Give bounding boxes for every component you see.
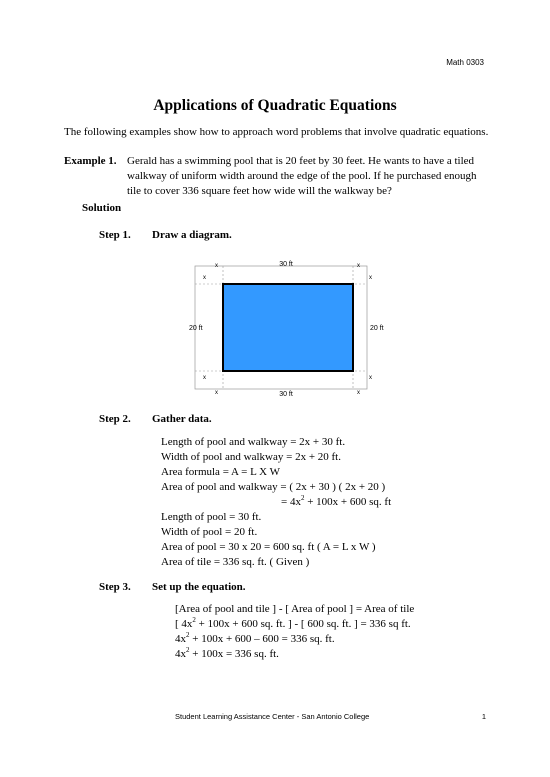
pool-rectangle <box>223 284 353 371</box>
left-dimension-label: 20 ft <box>189 325 203 332</box>
equation-line: [ $4x^2 + 100x + 600$ sq. ft. ] - [ 600 sq. ft. ] = 336 sq ft. <box>175 616 411 630</box>
data-line: Length of pool = 30 ft. <box>161 511 262 523</box>
corner-x-label: x <box>215 390 218 396</box>
corner-x-label: x <box>357 263 360 269</box>
equation-line: [Area of pool and tile ] - [ Area of pool ] = Area of tile <box>175 603 415 615</box>
data-line: = $4x^2 + 100x + 600$ sq. ft <box>281 494 392 508</box>
corner-x-label: x <box>369 375 372 381</box>
solution-heading: Solution <box>82 202 122 214</box>
bottom-dimension-label: 30 ft <box>279 391 293 398</box>
step-label: Step 3. <box>99 581 131 593</box>
example-text-line: tile to cover 336 square feet how wide will the walkway be? <box>127 185 392 197</box>
step-title: Draw a diagram. <box>152 229 232 241</box>
step-heading <box>99 229 232 241</box>
corner-x-label: x <box>369 275 372 281</box>
corner-x-label: x <box>203 375 206 381</box>
top-dimension-label: 30 ft <box>279 261 293 268</box>
data-line: Width of pool = 20 ft. <box>161 526 258 538</box>
corner-x-label: x <box>215 263 218 269</box>
example-text-line: Gerald has a swimming pool that is 20 feet by 30 feet. He wants to have a tiled <box>127 155 475 167</box>
equation-line: $4x^2 + 100x = 336$ sq. ft. <box>175 646 279 660</box>
step-label: Step 1. <box>99 229 131 241</box>
step-title: Gather data. <box>152 413 212 425</box>
page-title: Applications of Quadratic Equations <box>153 97 397 114</box>
step-heading <box>99 413 212 425</box>
step-title: Set up the equation. <box>152 581 246 593</box>
right-dimension-label: 20 ft <box>370 325 384 332</box>
corner-x-label: x <box>357 390 360 396</box>
step-label: Step 2. <box>99 413 131 425</box>
data-line: Area of pool = 30 x 20 = 600 sq. ft ( A = L x W ) <box>161 541 376 553</box>
data-line: Area of tile = 336 sq. ft. ( Given ) <box>161 556 310 568</box>
data-line: Length of pool and walkway = 2x + 30 ft. <box>161 436 346 448</box>
data-line: Width of pool and walkway = 2x + 20 ft. <box>161 451 341 463</box>
course-label: Math 0303 <box>446 58 484 67</box>
corner-x-label: x <box>203 275 206 281</box>
example-text-line: walkway of uniform width around the edge of the pool. If he purchased enough <box>127 170 477 182</box>
data-line: Area formula = A = L X W <box>161 466 281 478</box>
pool-diagram <box>185 256 385 402</box>
example-label: Example 1. <box>64 155 117 167</box>
data-line: Area of pool and walkway = ( 2x + 30 ) ( 2x + 20 ) <box>161 481 386 493</box>
intro-text: The following examples show how to approach word problems that involve quadratic equations. <box>64 126 489 138</box>
page-number: 1 <box>481 712 486 721</box>
footer-text: Student Learning Assistance Center - San Antonio College <box>175 712 370 721</box>
equation-line: $4x^2 + 100x + 600 - 600 = 336$ sq. ft. <box>175 631 335 645</box>
step-heading <box>99 581 246 593</box>
